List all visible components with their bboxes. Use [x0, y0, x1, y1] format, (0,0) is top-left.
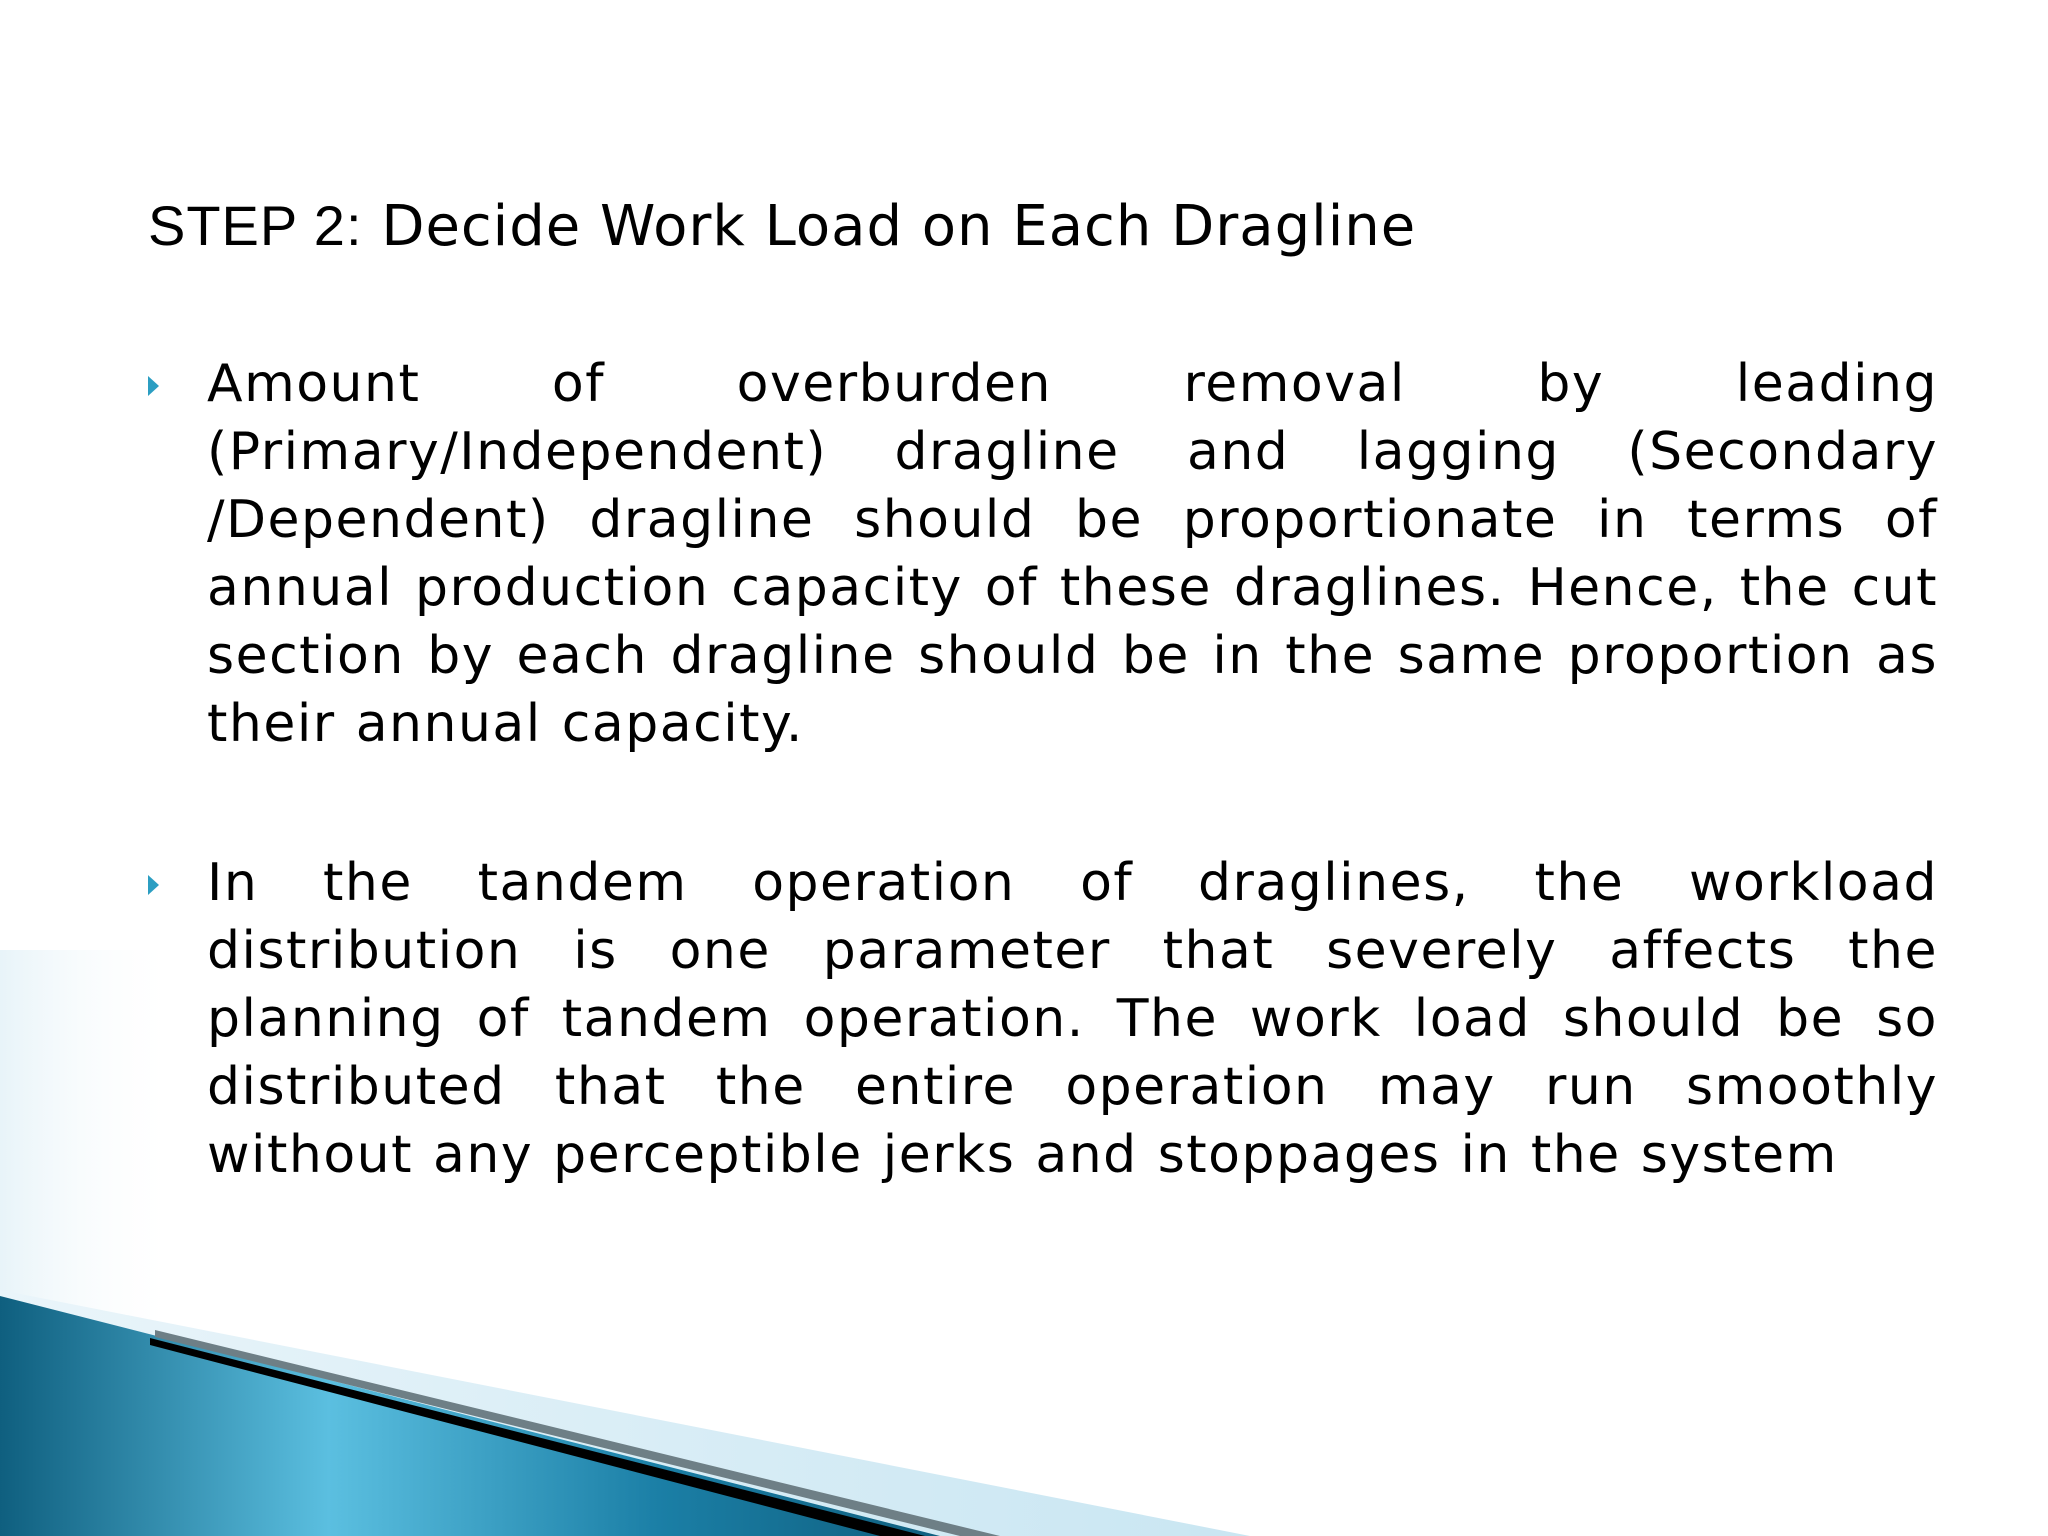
blue-swoosh [0, 1296, 940, 1536]
triangle-right-icon [148, 376, 159, 396]
bullet-text: In the tandem operation of draglines, the workload distribution is one parameter that severely affects the planning of tandem operation. The work load should be so distributed that the entire operation may run smoothly without any perceptible jerks and stoppages in the system [207, 853, 1938, 1185]
triangle-right-icon [148, 875, 159, 895]
bullet-text: Amount of overburden removal by leading (Primary/Independent) dragline and lagging (Secondary /Dependent) dragline should be proportionate in terms of annual production capacity of these draglines. Hence, the cut section by each dragline should be in the same proportion as their annual capacity. [207, 354, 1938, 754]
bullet-item [148, 849, 1938, 1189]
slide-title [148, 190, 1416, 263]
bullet-list [148, 350, 1938, 1280]
step-label: STEP 2: [148, 194, 363, 257]
title-text: Decide Work Load on Each Dragline [362, 194, 1417, 259]
bullet-item [148, 350, 1938, 758]
